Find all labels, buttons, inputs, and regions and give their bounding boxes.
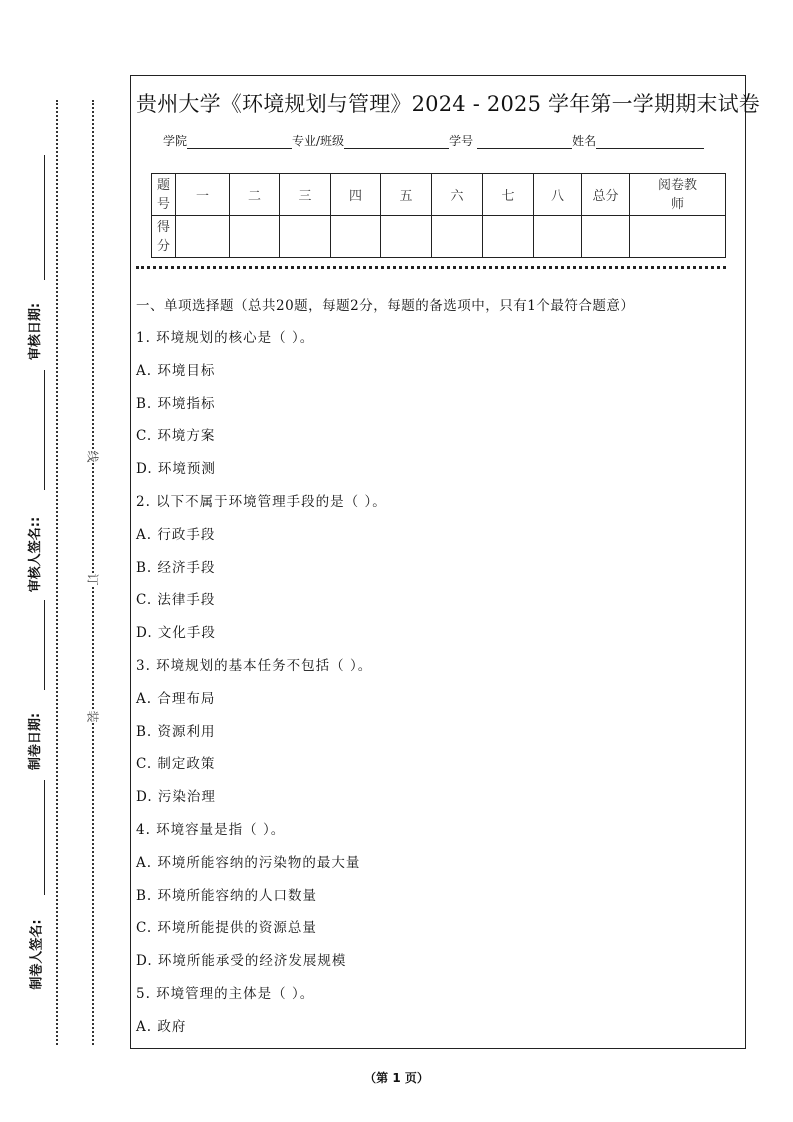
row-label: 得分	[152, 216, 176, 258]
answer-option: C. 环境方案	[136, 428, 216, 445]
score-cell[interactable]	[230, 216, 280, 258]
table-row	[152, 174, 726, 216]
binding-mark-install: 装	[85, 710, 100, 723]
column-header: 二	[230, 174, 280, 216]
page-number: （第 1 页）	[364, 1071, 429, 1085]
score-cell[interactable]	[630, 216, 726, 258]
college-field[interactable]	[187, 135, 292, 149]
score-cell[interactable]	[534, 216, 582, 258]
column-header: 一	[176, 174, 230, 216]
score-cell[interactable]	[432, 216, 483, 258]
answer-option: D. 文化手段	[136, 625, 216, 642]
column-header: 八	[534, 174, 582, 216]
question: 4. 环境容量是指（ ）。	[136, 822, 286, 838]
column-header: 阅卷教师	[630, 174, 726, 216]
question: 3. 环境规划的基本任务不包括（ ）。	[136, 658, 373, 674]
name-label: 姓名	[572, 134, 597, 148]
answer-option: B. 环境指标	[136, 395, 216, 412]
column-header: 七	[483, 174, 534, 216]
answer-option: C. 环境所能提供的资源总量	[136, 920, 317, 937]
major-field[interactable]	[344, 135, 449, 149]
major-label: 专业/班级	[292, 134, 345, 148]
column-header: 六	[432, 174, 483, 216]
answer-option: D. 环境预测	[136, 461, 216, 478]
answer-option: D. 环境所能承受的经济发展规模	[136, 953, 347, 970]
answer-option: C. 制定政策	[136, 756, 216, 773]
section-heading: 一、单项选择题（总共20题，每题2分，每题的备选项中，只有1个最符合题意）	[136, 298, 635, 314]
question: 5. 环境管理的主体是（ ）。	[136, 986, 315, 1002]
binding-mark-bind: 订	[85, 573, 100, 586]
score-cell[interactable]	[381, 216, 432, 258]
question: 2. 以下不属于环境管理手段的是（ ）。	[136, 494, 387, 510]
score-cell[interactable]	[280, 216, 331, 258]
student-id-field[interactable]	[477, 135, 572, 149]
score-table	[151, 173, 726, 258]
binding-mark-line: 线	[85, 450, 100, 463]
answer-option: D. 污染治理	[136, 789, 216, 806]
review-date-line	[44, 155, 45, 280]
column-header: 三	[280, 174, 331, 216]
column-header: 五	[381, 174, 432, 216]
review-date-label: 审核日期:	[28, 302, 44, 361]
answer-option: B. 环境所能容纳的人口数量	[136, 887, 318, 904]
score-cell[interactable]	[331, 216, 381, 258]
table-row	[152, 216, 726, 258]
column-header: 四	[331, 174, 381, 216]
reviewer-sign-line	[44, 370, 45, 490]
binding-dotted-line-outer	[56, 100, 58, 1045]
separator-dotted	[136, 266, 726, 269]
header-label: 题号	[152, 174, 176, 216]
reviewer-sign-label: 审核人签名::	[28, 516, 44, 593]
answer-option: A. 环境目标	[136, 362, 216, 379]
name-field[interactable]	[596, 135, 704, 149]
make-date-line	[44, 600, 45, 690]
student-id-label: 学号	[449, 134, 474, 148]
answer-option: A. 合理布局	[136, 690, 216, 707]
answer-option: A. 环境所能容纳的污染物的最大量	[136, 854, 361, 871]
answer-option: B. 资源利用	[136, 723, 216, 740]
answer-option: B. 经济手段	[136, 559, 216, 576]
answer-option: A. 政府	[136, 1018, 187, 1035]
score-cell[interactable]	[582, 216, 630, 258]
answer-option: C. 法律手段	[136, 592, 216, 609]
score-cell[interactable]	[176, 216, 230, 258]
maker-sign-label: 制卷人签名:	[29, 919, 45, 990]
exam-title: 贵州大学《环境规划与管理》2024 - 2025 学年第一学期期末试卷	[136, 92, 761, 116]
column-header: 总分	[582, 174, 630, 216]
answer-option: A. 行政手段	[136, 526, 216, 543]
score-cell[interactable]	[483, 216, 534, 258]
student-info	[163, 132, 704, 149]
college-label: 学院	[163, 134, 188, 148]
question: 1. 环境规划的核心是（ ）。	[136, 330, 315, 346]
maker-sign-line	[44, 780, 45, 895]
make-date-label: 制卷日期:	[28, 712, 44, 771]
